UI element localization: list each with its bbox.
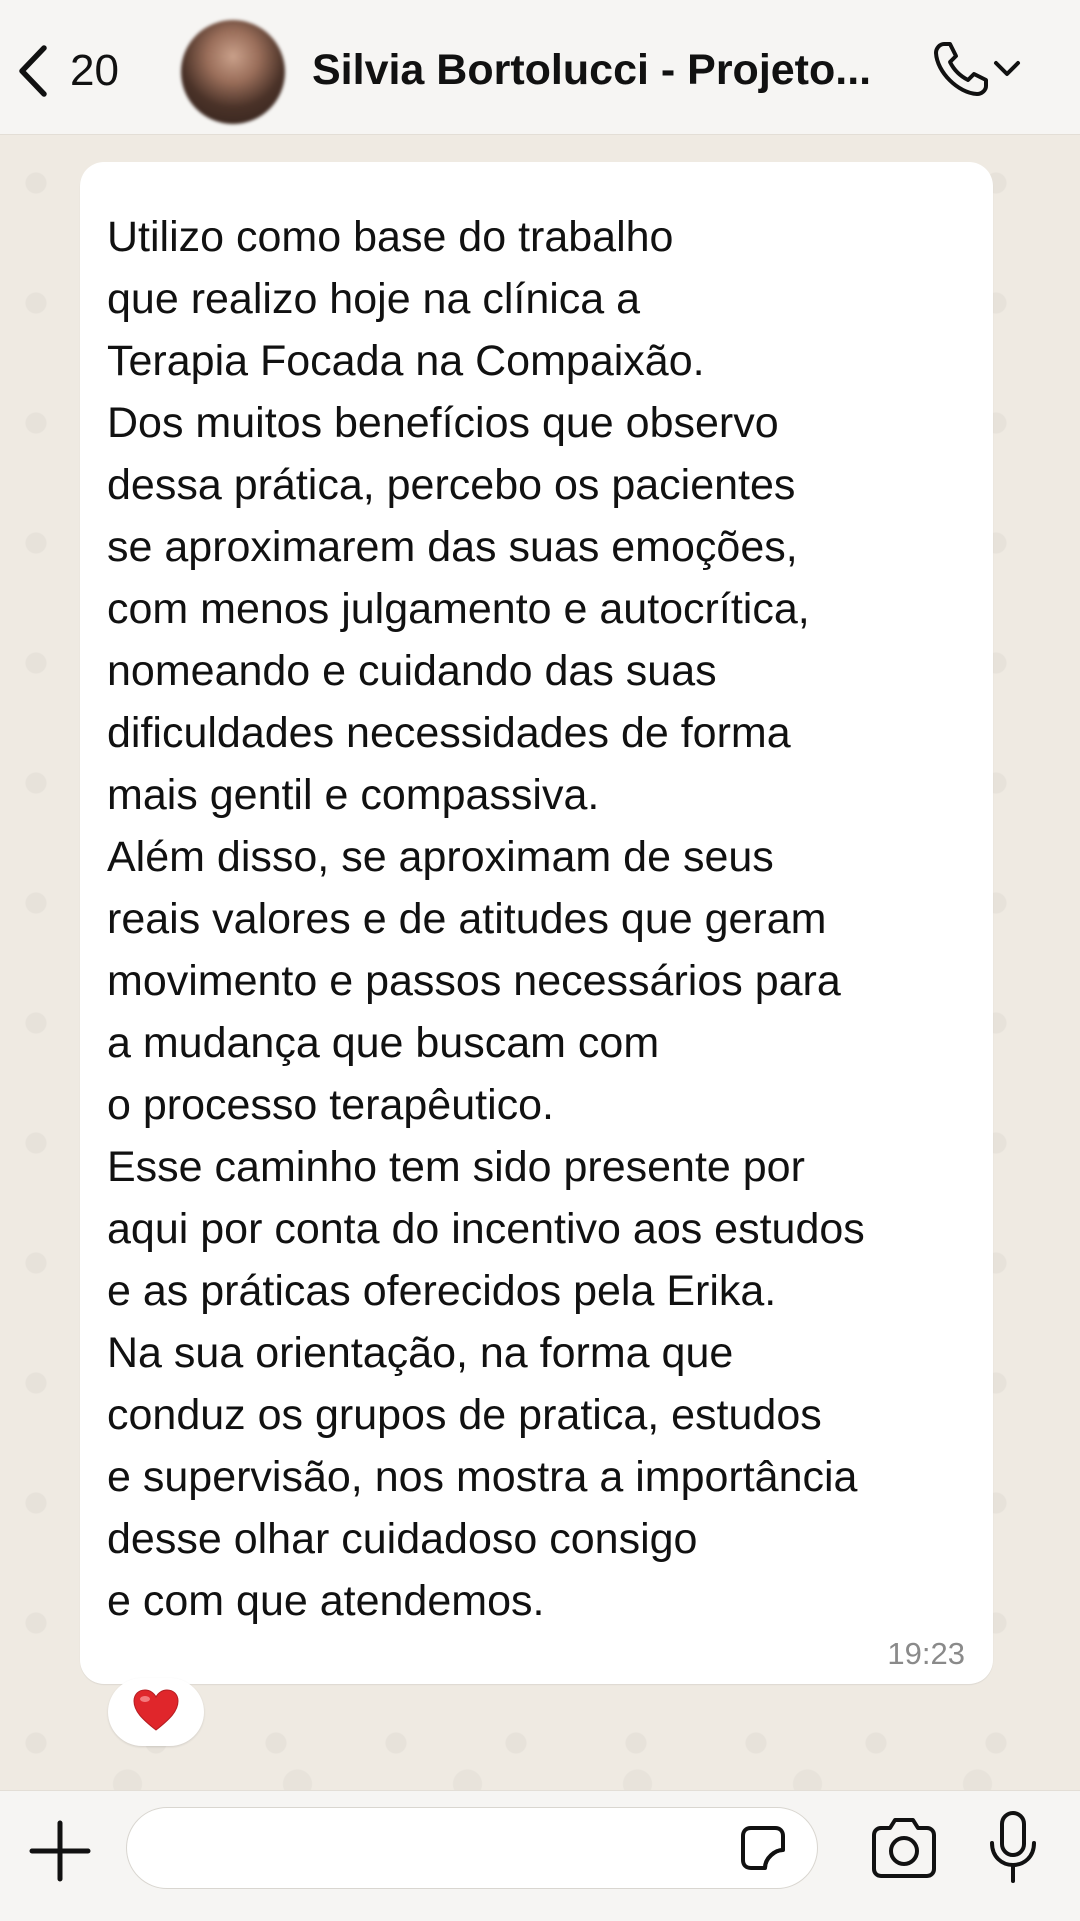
chat-header	[0, 0, 1080, 135]
attach-button[interactable]	[26, 1817, 94, 1885]
message-bubble[interactable]	[80, 162, 993, 1684]
chat-title[interactable]: Silvia Bortolucci - Projeto...	[312, 46, 872, 94]
message-input[interactable]	[153, 1808, 717, 1889]
call-button[interactable]	[930, 38, 1040, 104]
chevron-left-icon	[14, 44, 50, 98]
plus-icon	[26, 1872, 94, 1889]
composer-bar	[0, 1790, 1080, 1921]
sticker-icon	[735, 1863, 791, 1880]
microphone-button[interactable]	[984, 1809, 1042, 1887]
avatar[interactable]	[181, 20, 285, 124]
camera-icon	[868, 1870, 940, 1887]
message-input-wrapper	[126, 1807, 818, 1889]
sticker-button[interactable]	[735, 1820, 791, 1876]
chevron-down-icon	[992, 59, 1022, 84]
phone-icon	[930, 38, 992, 105]
reaction-badge[interactable]	[108, 1678, 204, 1746]
heart-icon	[132, 1688, 180, 1737]
message-timestamp: 19:23	[887, 1636, 965, 1671]
unread-count: 20	[70, 46, 119, 95]
microphone-icon	[984, 1874, 1042, 1891]
message-text: Utilizo como base do trabalho que realizo hoje na clínica a Terapia Focada na Compaixão. Dos muitos benefícios que observo dessa prática, percebo os pacientes se aproximarem das suas emoções, com menos julgamento e autocrítica, nomeando e cuidando das suas dificuldades necessidades de forma mais gentil e compassiva. Além disso, se aproximam de seus reais valores e de atitudes que geram movimento e passos necessários para a mudança que buscam com o processo terapêutico. Esse caminho tem sido presente por aqui por conta do incentivo aos estudos e as práticas oferecidos pela Erika. Na sua orientação, na forma que conduz os grupos de pratica, estudos e supervisão, nos mostra a importância desse olhar cuidadoso consigo e com que atendemos.	[107, 213, 865, 1625]
back-button[interactable]	[14, 40, 144, 102]
camera-button[interactable]	[868, 1813, 940, 1883]
